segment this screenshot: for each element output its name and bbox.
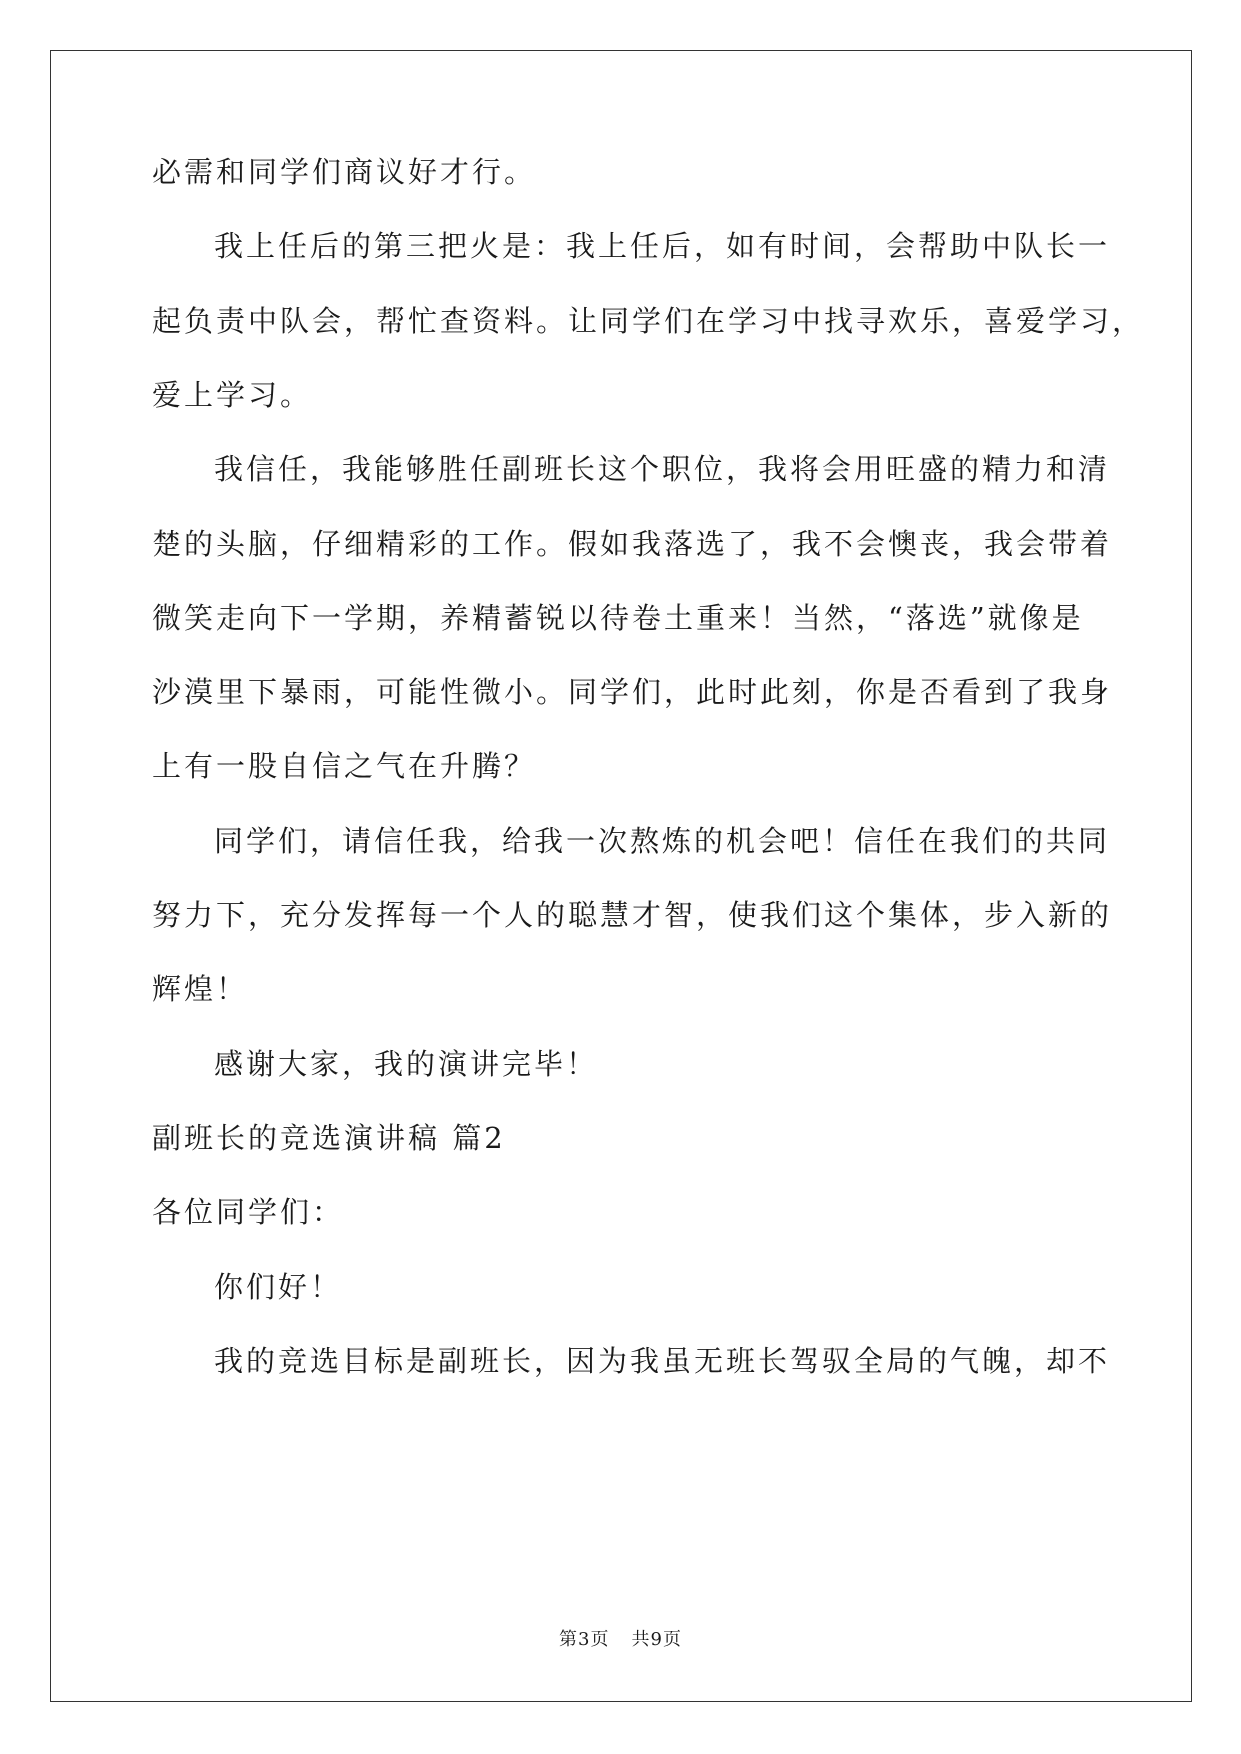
text-line: 上有一股自信之气在升腾？ <box>152 749 537 783</box>
paragraph-start: 我的竞选目标是副班长，因为我虽无班长驾驭全局的气魄，却不 <box>214 1344 1111 1378</box>
text-line: 沙漠里下暴雨，可能性微小。同学们，此时此刻，你是否看到了我身 <box>152 675 1113 709</box>
text-line: 辉煌！ <box>152 972 249 1006</box>
paragraph-start: 我信任，我能够胜任副班长这个职位，我将会用旺盛的精力和清 <box>214 452 1111 486</box>
text-line: 努力下，充分发挥每一个人的聪慧才智，使我们这个集体，步入新的 <box>152 898 1113 932</box>
page-number: 第3页 <box>559 1629 610 1650</box>
text-line: 起负责中队会，帮忙查资料。让同学们在学习中找寻欢乐，喜爱学习， <box>152 304 1145 338</box>
page-border <box>50 50 1192 1702</box>
page-footer <box>0 1628 1241 1652</box>
text-line: 爱上学习。 <box>152 378 313 412</box>
paragraph-start: 感谢大家，我的演讲完毕！ <box>214 1047 599 1081</box>
salutation: 各位同学们： <box>152 1195 345 1229</box>
paragraph-start: 我上任后的第三把火是：我上任后，如有时间，会帮助中队长一 <box>214 229 1111 263</box>
text-line: 必需和同学们商议好才行。 <box>152 155 537 189</box>
greeting: 你们好！ <box>214 1270 343 1304</box>
text-line: 楚的头脑，仔细精彩的工作。假如我落选了，我不会懊丧，我会带着 <box>152 527 1113 561</box>
section-heading: 副班长的竞选演讲稿 篇2 <box>152 1121 506 1155</box>
page-total: 共9页 <box>631 1629 682 1650</box>
text-line: 微笑走向下一学期，养精蓄锐以待卷土重来！当然，“落选”就像是 <box>152 601 1084 635</box>
paragraph-start: 同学们，请信任我，给我一次熬炼的机会吧！信任在我们的共同 <box>214 824 1111 858</box>
